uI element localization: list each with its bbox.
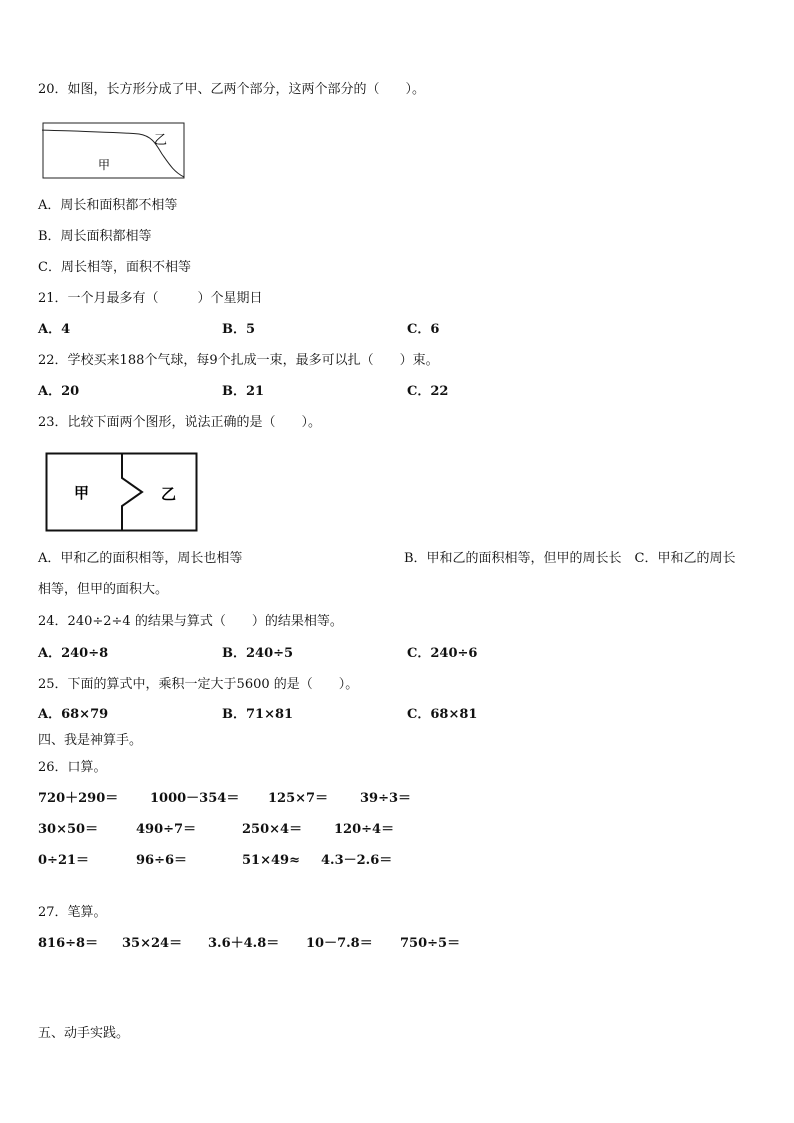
q26-r1-c4: 39÷3＝ [360, 791, 412, 806]
q20-figure [42, 122, 186, 180]
q20-option-b: B．周长面积都相等 [38, 229, 152, 244]
q27-item-1: 816÷8＝ [38, 936, 99, 951]
q27-item-3: 3.6＋4.8＝ [208, 936, 280, 951]
q26-stem: 26．口算。 [38, 760, 107, 775]
q24-option-b: B．240÷5 [222, 646, 294, 661]
q24-stem: 24．240÷2÷4 的结果与算式（ ）的结果相等。 [38, 614, 343, 629]
section-4-heading: 四、我是神算手。 [38, 733, 143, 748]
q20-label-yi: 乙 [154, 133, 168, 148]
q27-item-5: 750÷5＝ [400, 936, 461, 951]
q20-stem: 20．如图，长方形分成了甲、乙两个部分，这两个部分的（ ）。 [38, 82, 426, 97]
q20-option-a: A．周长和面积都不相等 [38, 198, 178, 213]
q22-option-b: B．21 [222, 384, 265, 399]
q26-r3-c1: 0÷21＝ [38, 853, 90, 868]
q20-label-jia: 甲 [98, 158, 111, 172]
q27-stem: 27．笔算。 [38, 905, 107, 920]
q25-stem: 25．下面的算式中，乘积一定大于5600 的是（ ）。 [38, 677, 359, 692]
q26-r1-c3: 125×7＝ [268, 791, 329, 806]
q26-r3-c2: 96÷6＝ [136, 853, 188, 868]
q23-figure [45, 452, 198, 532]
q25-option-b: B．71×81 [222, 707, 294, 722]
q21-option-b: B．5 [222, 322, 256, 337]
q26-r2-c4: 120÷4＝ [334, 822, 395, 837]
q22-option-a: A．20 [38, 384, 80, 399]
q23-option-c-cont: 相等，但甲的面积大。 [38, 582, 169, 597]
q26-r2-c3: 250×4＝ [242, 822, 303, 837]
q20-option-c: C．周长相等，面积不相等 [38, 260, 191, 275]
q22-option-c: C．22 [407, 384, 449, 399]
q23-option-a: A．甲和乙的面积相等，周长也相等 [38, 551, 243, 566]
q24-option-a: A．240÷8 [38, 646, 109, 661]
q26-r3-c3: 51×49≈ [242, 853, 300, 868]
q23-label-yi: 乙 [161, 485, 177, 503]
q23-label-jia: 甲 [74, 484, 90, 502]
q27-item-2: 35×24＝ [122, 936, 183, 951]
q24-option-c: C．240÷6 [407, 646, 478, 661]
q23-divider [122, 454, 142, 531]
q26-r2-c1: 30×50＝ [38, 822, 99, 837]
q22-stem: 22．学校买来188个气球，每9个扎成一束，最多可以扎（ ）束。 [38, 353, 439, 368]
q21-option-a: A．4 [38, 322, 71, 337]
q26-r1-c2: 1000－354＝ [150, 791, 240, 806]
q21-option-c: C．6 [407, 322, 440, 337]
q23-stem: 23．比较下面两个图形，说法正确的是（ ）。 [38, 415, 322, 430]
q26-r1-c1: 720＋290＝ [38, 791, 119, 806]
q26-r3-c4: 4.3－2.6＝ [321, 853, 393, 868]
q21-stem: 21．一个月最多有（ ）个星期日 [38, 291, 263, 306]
q26-r2-c2: 490÷7＝ [136, 822, 197, 837]
section-5-heading: 五、动手实践。 [38, 1026, 130, 1041]
q27-item-4: 10－7.8＝ [306, 936, 373, 951]
q23-option-b-c: B．甲和乙的面积相等，但甲的周长长 C．甲和乙的周长 [404, 551, 736, 566]
q25-option-c: C．68×81 [407, 707, 478, 722]
q25-option-a: A．68×79 [38, 707, 109, 722]
